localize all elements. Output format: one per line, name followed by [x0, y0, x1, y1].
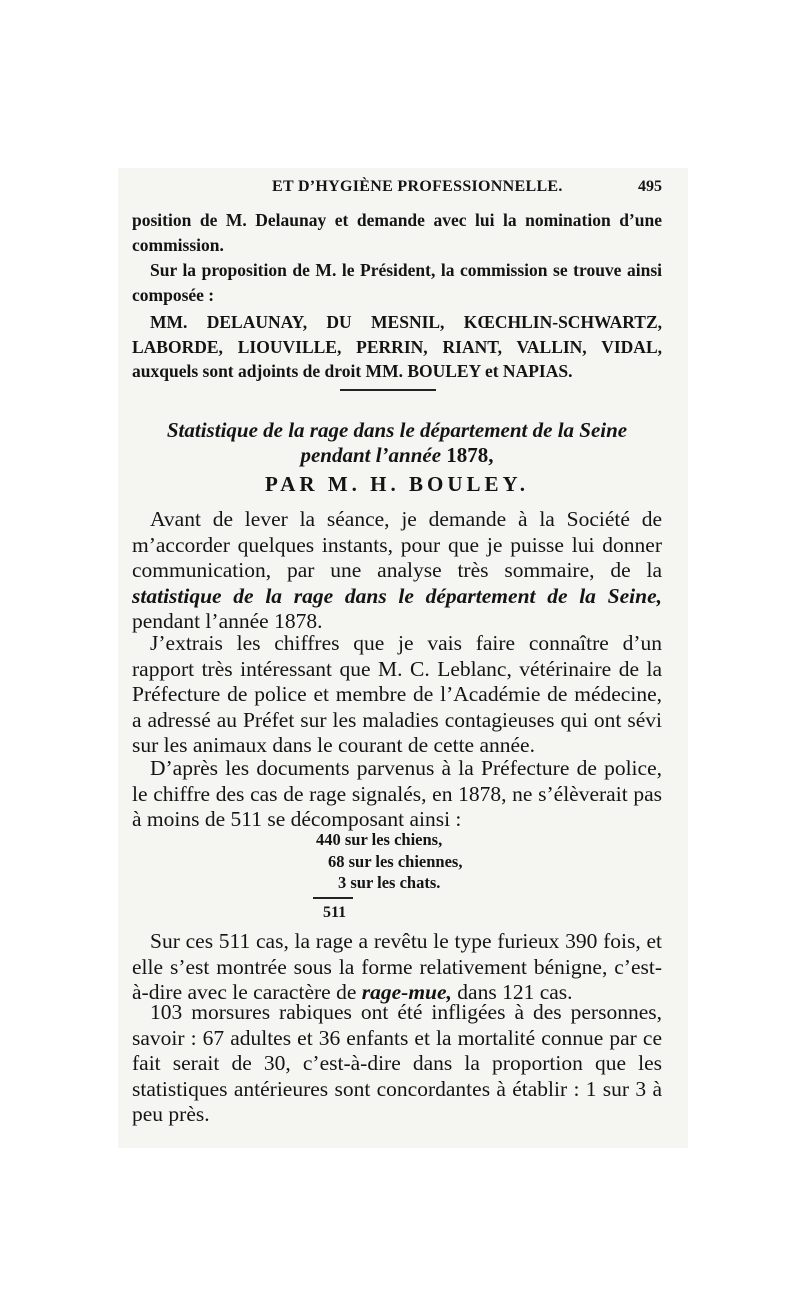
- paragraph-introduction-emphasis: statistique de la rage dans le département de la Seine,: [132, 583, 662, 608]
- running-header: [132, 178, 662, 200]
- running-title: ET D’HYGIÈNE PROFESSIONNELLE.: [272, 178, 563, 195]
- paragraph-rage-types-text: Sur ces 511 cas, la rage a revêtu le type furieux 390 fois, et elle s’est montrée sous la forme relativement bénigne, c’est-à-dire avec le caractère de: [132, 929, 662, 1004]
- paragraph-commission-composition: Sur la proposition de M. le Président, la commission se trouve ainsi composée :: [132, 260, 662, 305]
- article-title-line-2: [132, 443, 662, 468]
- article-title-italic: pendant l’année: [300, 443, 442, 467]
- paragraph-introduction-text: Avant de lever la séance, je demande à la Société de m’accorder quelques instants, pour que je puisse lui donner communication, par une analyse très sommaire, de la: [132, 507, 662, 582]
- paragraph-commission-members: MM. DELAUNAY, DU MESNIL, KŒCHLIN-SCHWARTZ, LABORDE, LIOUVILLE, PERRIN, RIANT, VALLIN, VIDAL, auxquels sont adjoints de droit MM. BOULEY et NAPIAS.: [132, 312, 662, 381]
- paragraph-bites: 103 morsures rabiques ont été infligées à des personnes, savoir : 67 adultes et 36 enfants et la mortalité connue par ce fait serait de 30, c’est-à-dire dans la proportion que les statistiques antérieures sont concordantes à établir : 1 sur 3 à peu près.: [132, 1000, 662, 1126]
- breakdown-bitches: 68 sur les chiennes,: [328, 851, 463, 871]
- section-divider: [340, 389, 436, 391]
- breakdown-cats: 3 sur les chats.: [338, 873, 441, 892]
- case-breakdown: [308, 829, 528, 894]
- breakdown-total: 511: [323, 904, 347, 921]
- total-rule: [313, 897, 353, 899]
- paragraph-rage-types: [132, 929, 662, 1006]
- paragraph-introduction: [132, 507, 662, 635]
- paragraph-rage-types-emphasis: rage-mue,: [361, 980, 452, 1004]
- paragraph-case-count: D’après les documents parvenus à la Préfecture de police, le chiffre des cas de rage signalés, en 1878, ne s’élèverait pas à moins de 511 se décomposant ainsi :: [132, 756, 662, 831]
- article-title-year: 1878,: [446, 443, 494, 467]
- page-number: 495: [638, 178, 662, 195]
- article-title-line-1: Statistique de la rage dans le département de la Seine: [166, 418, 628, 442]
- paragraph-introduction-end: pendant l’année 1878.: [132, 609, 323, 633]
- paragraph-rage-types-end: dans 121 cas.: [457, 980, 573, 1004]
- paragraph-source-report: J’extrais les chiffres que je vais faire connaître d’un rapport très intéressant que M. C. Leblanc, vétérinaire de la Préfecture de police et membre de l’Académie de médecine, a adressé au Préfet sur les maladies contagieuses qui ont sévi sur les animaux dans le courant de cette année.: [132, 631, 662, 757]
- article-byline: PAR M. H. BOULEY.: [264, 472, 529, 496]
- paragraph-commission-proposal: position de M. Delaunay et demande avec lui la nomination d’une commission.: [132, 210, 662, 255]
- breakdown-dogs: 440 sur les chiens,: [316, 830, 443, 849]
